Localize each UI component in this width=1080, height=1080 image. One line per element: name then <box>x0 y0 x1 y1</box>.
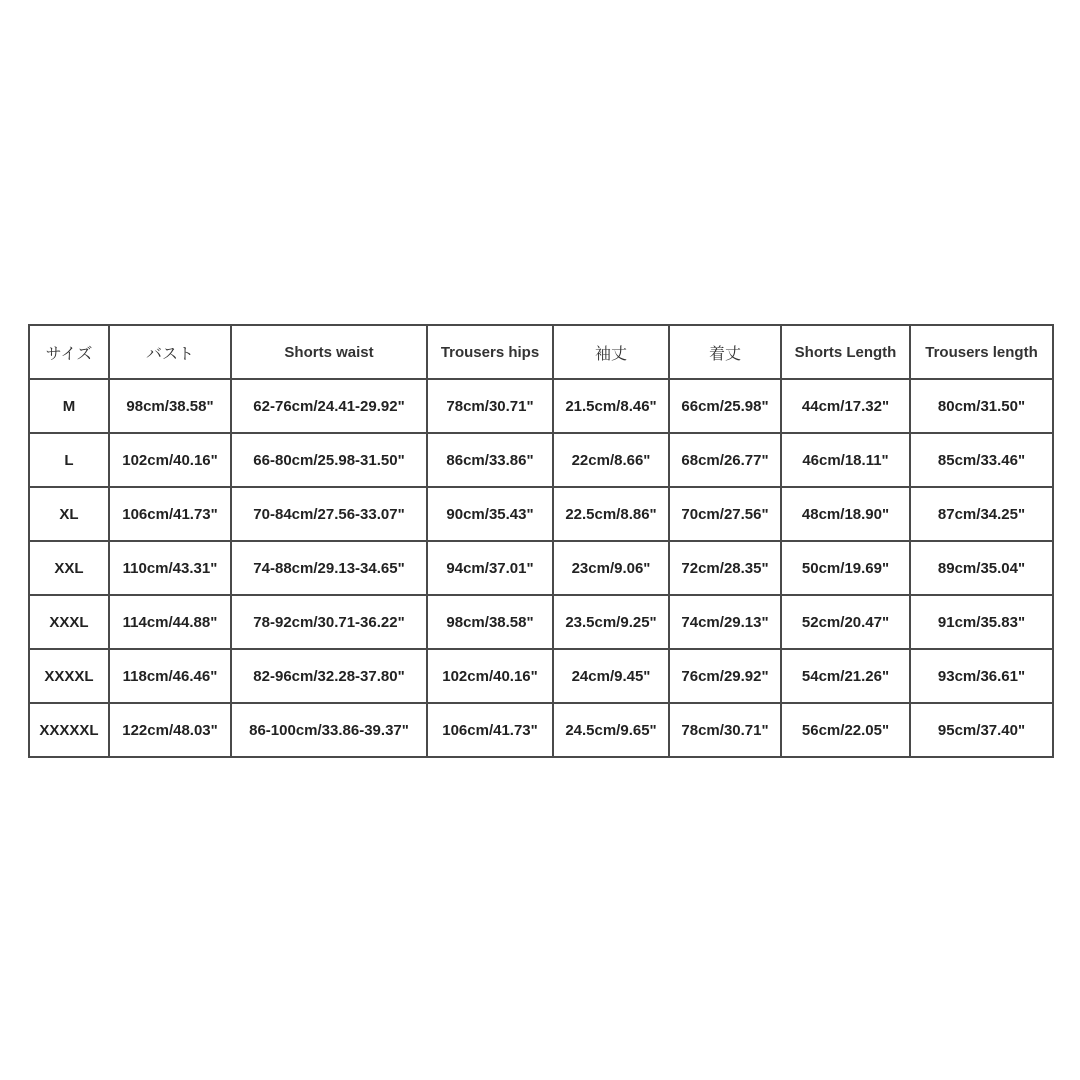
size-cell: M <box>29 379 109 433</box>
header-trousers-length: Trousers length <box>910 325 1053 379</box>
size-chart-table <box>28 324 1054 758</box>
table-cell: 98cm/38.58" <box>109 379 231 433</box>
header-size: サイズ <box>29 325 109 379</box>
table-cell: 50cm/19.69" <box>781 541 910 595</box>
size-cell: XXXL <box>29 595 109 649</box>
table-cell: 114cm/44.88" <box>109 595 231 649</box>
table-cell: 95cm/37.40" <box>910 703 1053 757</box>
table-cell: 23.5cm/9.25" <box>553 595 669 649</box>
size-cell: XXXXXL <box>29 703 109 757</box>
table-cell: 76cm/29.92" <box>669 649 781 703</box>
table-cell: 70cm/27.56" <box>669 487 781 541</box>
table-cell: 70-84cm/27.56-33.07" <box>231 487 427 541</box>
table-cell: 82-96cm/32.28-37.80" <box>231 649 427 703</box>
table-cell: 86cm/33.86" <box>427 433 553 487</box>
table-cell: 78cm/30.71" <box>669 703 781 757</box>
table-cell: 74cm/29.13" <box>669 595 781 649</box>
table-cell: 66-80cm/25.98-31.50" <box>231 433 427 487</box>
table-cell: 102cm/40.16" <box>109 433 231 487</box>
table-cell: 85cm/33.46" <box>910 433 1053 487</box>
table-cell: 56cm/22.05" <box>781 703 910 757</box>
table-cell: 48cm/18.90" <box>781 487 910 541</box>
table-row <box>29 541 1053 595</box>
table-cell: 102cm/40.16" <box>427 649 553 703</box>
table-cell: 106cm/41.73" <box>109 487 231 541</box>
table-cell: 68cm/26.77" <box>669 433 781 487</box>
table-cell: 74-88cm/29.13-34.65" <box>231 541 427 595</box>
table-row <box>29 487 1053 541</box>
header-row <box>29 325 1053 379</box>
header-shorts-waist: Shorts waist <box>231 325 427 379</box>
table-cell: 110cm/43.31" <box>109 541 231 595</box>
table-cell: 94cm/37.01" <box>427 541 553 595</box>
table-row <box>29 433 1053 487</box>
table-cell: 24cm/9.45" <box>553 649 669 703</box>
table-cell: 93cm/36.61" <box>910 649 1053 703</box>
table-cell: 98cm/38.58" <box>427 595 553 649</box>
table-cell: 90cm/35.43" <box>427 487 553 541</box>
table-cell: 62-76cm/24.41-29.92" <box>231 379 427 433</box>
table-cell: 72cm/28.35" <box>669 541 781 595</box>
header-garment-length: 着丈 <box>669 325 781 379</box>
size-cell: XL <box>29 487 109 541</box>
table-cell: 54cm/21.26" <box>781 649 910 703</box>
table-cell: 89cm/35.04" <box>910 541 1053 595</box>
table-row <box>29 595 1053 649</box>
size-cell: XXL <box>29 541 109 595</box>
table-cell: 106cm/41.73" <box>427 703 553 757</box>
table-cell: 91cm/35.83" <box>910 595 1053 649</box>
table-cell: 21.5cm/8.46" <box>553 379 669 433</box>
table-cell: 78cm/30.71" <box>427 379 553 433</box>
size-cell: XXXXL <box>29 649 109 703</box>
table-cell: 78-92cm/30.71-36.22" <box>231 595 427 649</box>
table-cell: 87cm/34.25" <box>910 487 1053 541</box>
table-row <box>29 649 1053 703</box>
table-cell: 80cm/31.50" <box>910 379 1053 433</box>
table-row <box>29 703 1053 757</box>
table-cell: 44cm/17.32" <box>781 379 910 433</box>
header-trousers-hips: Trousers hips <box>427 325 553 379</box>
table-cell: 23cm/9.06" <box>553 541 669 595</box>
size-cell: L <box>29 433 109 487</box>
table-cell: 66cm/25.98" <box>669 379 781 433</box>
table-cell: 118cm/46.46" <box>109 649 231 703</box>
header-sleeve-length: 袖丈 <box>553 325 669 379</box>
table-cell: 86-100cm/33.86-39.37" <box>231 703 427 757</box>
header-shorts-length: Shorts Length <box>781 325 910 379</box>
table-cell: 46cm/18.11" <box>781 433 910 487</box>
table-cell: 122cm/48.03" <box>109 703 231 757</box>
table-cell: 22.5cm/8.86" <box>553 487 669 541</box>
table-cell: 24.5cm/9.65" <box>553 703 669 757</box>
table-row <box>29 379 1053 433</box>
header-bust: バスト <box>109 325 231 379</box>
table-cell: 52cm/20.47" <box>781 595 910 649</box>
table-cell: 22cm/8.66" <box>553 433 669 487</box>
